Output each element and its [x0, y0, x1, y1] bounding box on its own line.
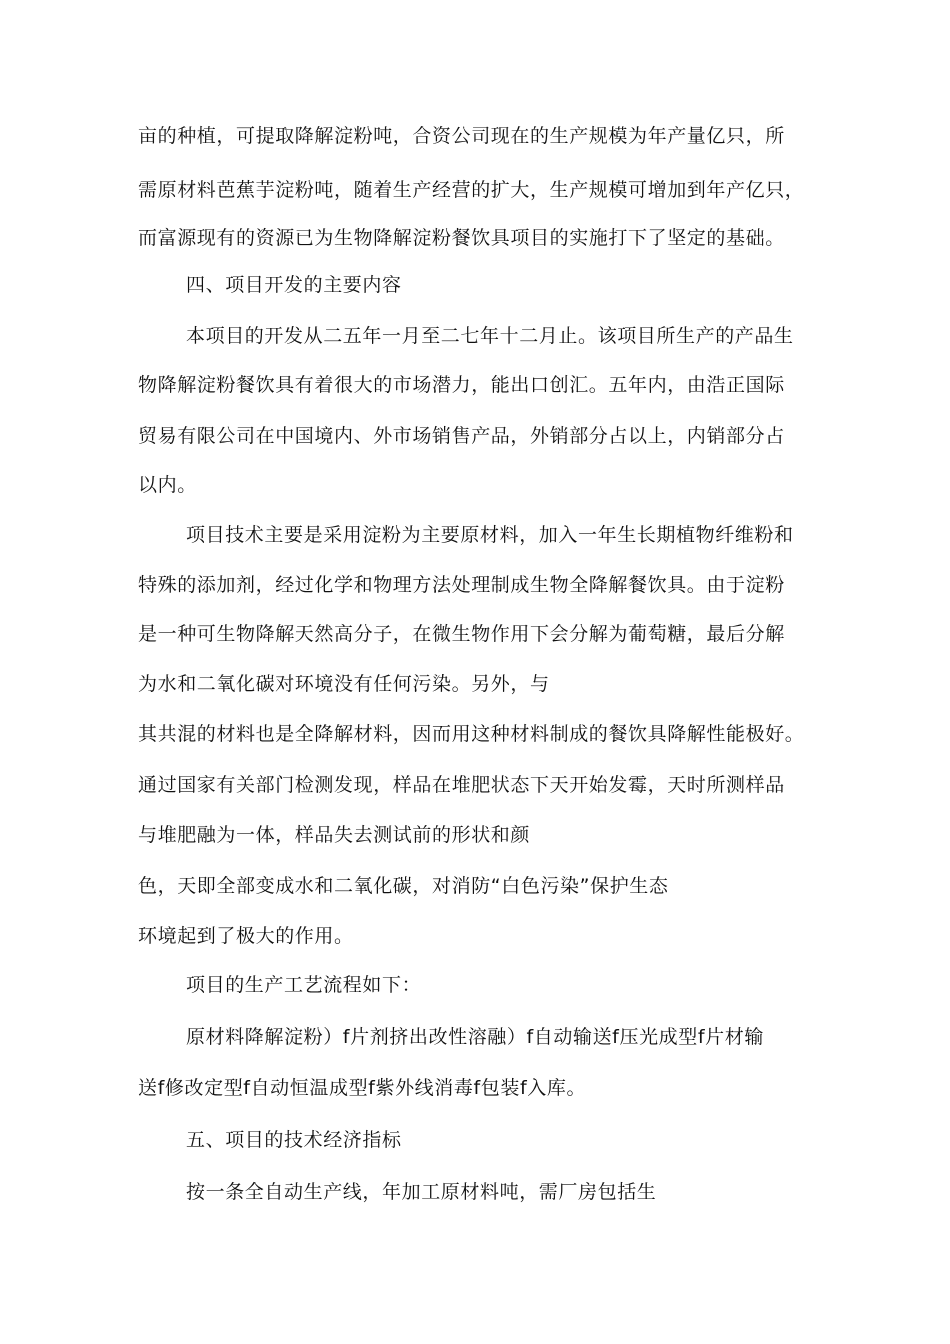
section-heading: 五、项目的技术经济指标	[186, 1129, 402, 1151]
body-text-line: 与堆肥融为一体，样品失去测试前的形状和颜	[138, 824, 531, 846]
body-text-line: 按一条全自动生产线，年加工原材料吨，需厂房包括生	[186, 1181, 657, 1203]
body-text-line: 为水和二氧化碳对环境没有任何污染。另外，与	[138, 673, 550, 695]
body-text-line: 项目的生产工艺流程如下：	[186, 974, 422, 996]
body-text-line: 是一种可生物降解天然高分子，在微生物作用下会分解为葡萄糖，最后分解	[138, 623, 785, 645]
body-text-line: 原材料降解淀粉）f片剂挤出改性溶融）f自动输送f压光成型f片材输	[186, 1026, 764, 1048]
body-text-line: 需原材料芭蕉芋淀粉吨，随着生产经营的扩大，生产规模可增加到年产亿只，	[138, 179, 805, 201]
body-text-line: 其共混的材料也是全降解材料，因而用这种材料制成的餐饮具降解性能极好。	[138, 723, 805, 745]
body-text-line: 而富源现有的资源已为生物降解淀粉餐饮具项目的实施打下了坚定的基础。	[138, 227, 785, 249]
body-text-line: 项目技术主要是采用淀粉为主要原材料，加入一年生长期植物纤维粉和	[186, 524, 794, 546]
body-text-line: 特殊的添加剂，经过化学和物理方法处理制成生物全降解餐饮具。由于淀粉	[138, 574, 785, 596]
body-text-line: 通过国家有关部门检测发现，样品在堆肥状态下天开始发霉，天时所测样品	[138, 774, 785, 796]
body-text-line: 本项目的开发从二五年一月至二七年十二月止。该项目所生产的产品生	[186, 325, 794, 347]
body-text-line: 物降解淀粉餐饮具有着很大的市场潜力，能出口创汇。五年内，由浩正国际	[138, 374, 785, 396]
body-text-line: 亩的种植，可提取降解淀粉吨，合资公司现在的生产规模为年产量亿只，所	[138, 125, 785, 147]
body-text-line: 贸易有限公司在中国境内、外市场销售产品，外销部分占以上，内销部分占	[138, 425, 785, 447]
body-text-line: 色，天即全部变成水和二氧化碳，对消防“白色污染”保护生态	[138, 875, 669, 897]
section-heading: 四、项目开发的主要内容	[186, 274, 402, 296]
body-text-line: 送f修改定型f自动恒温成型f紫外线消毒f包装f入库。	[138, 1077, 587, 1099]
body-text-line: 以内。	[138, 474, 197, 496]
body-text-line: 环境起到了极大的作用。	[138, 925, 354, 947]
